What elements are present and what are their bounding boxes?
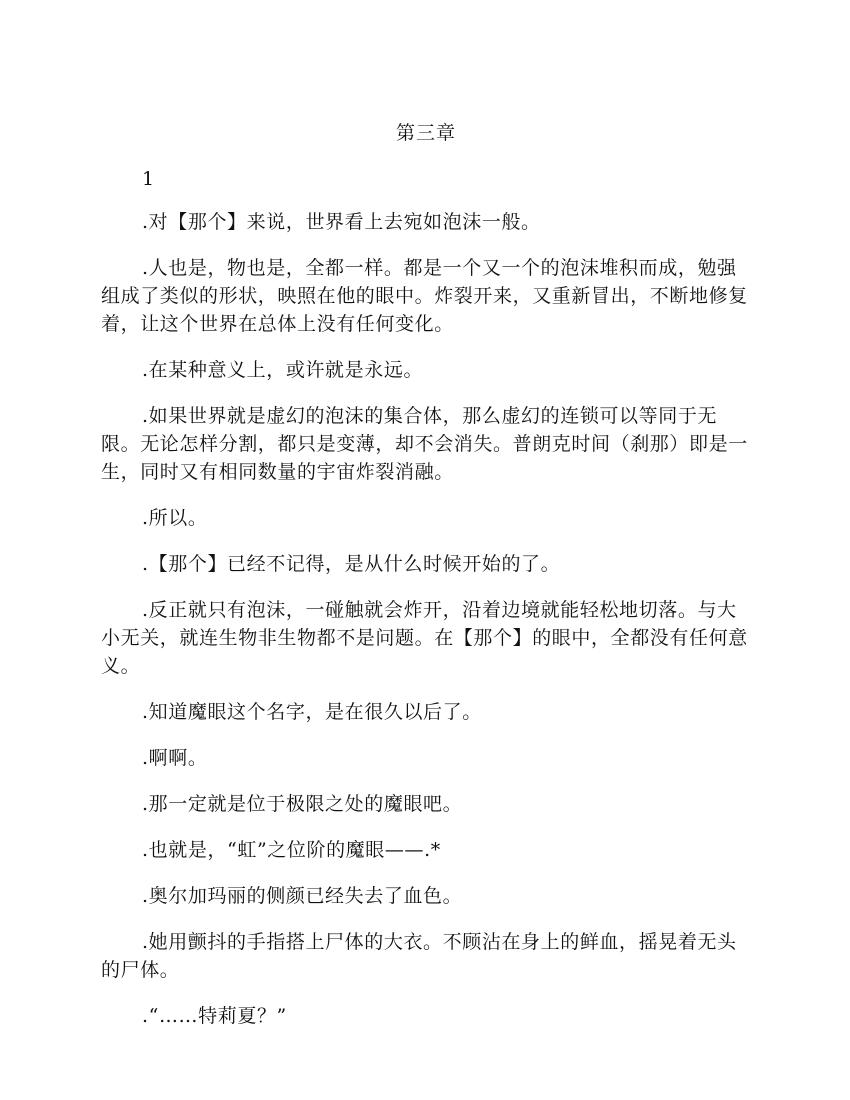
paragraph: .所以。 — [142, 507, 208, 529]
paragraph: .奥尔加玛丽的侧颜已经失去了血色。 — [142, 885, 463, 907]
paragraph: .【那个】已经不记得，是从什么时候开始的了。 — [142, 553, 561, 575]
paragraph: .人也是，物也是，全都一样。都是一个又一个的泡沫堆积而成，勉强组成了类似的形状，映照在他的眼中。炸裂开来，又重新冒出，不断地修复着，让这个世界在总体上没有任何变化。 — [101, 257, 748, 335]
paragraph: .对【那个】来说，世界看上去宛如泡沫一般。 — [142, 211, 541, 233]
body-text — [101, 208, 751, 1048]
paragraph: .知道魔眼这个名字，是在很久以后了。 — [142, 701, 482, 723]
paragraph: .那一定就是位于极限之处的魔眼吧。 — [142, 793, 463, 815]
paragraph: .在某种意义上，或许就是永远。 — [142, 359, 424, 381]
paragraph: .她用颤抖的手指搭上尸体的大衣。不顾沾在身上的鲜血，摇晃着无头的尸体。 — [101, 931, 737, 981]
paragraph: .如果世界就是虚幻的泡沫的集合体，那么虚幻的连锁可以等同于无限。无论怎样分割，都只是变薄，却不会消失。普朗克时间（刹那）即是一生，同时又有相同数量的宇宙炸裂消融。 — [101, 405, 748, 483]
document-page — [101, 0, 751, 1100]
paragraph: .“……特莉夏？” — [142, 1005, 287, 1027]
section-number: 1 — [142, 168, 155, 190]
paragraph: .啊啊。 — [142, 747, 208, 769]
paragraph: .反正就只有泡沫，一碰触就会炸开，沿着边境就能轻松地切落。与大小无关，就连生物非生物都不是问题。在【那个】的眼中，全都没有任何意义。 — [101, 599, 748, 677]
paragraph: .也就是，“虹”之位阶的魔眼——.* — [142, 839, 441, 861]
chapter-title: 第三章 — [395, 122, 456, 144]
